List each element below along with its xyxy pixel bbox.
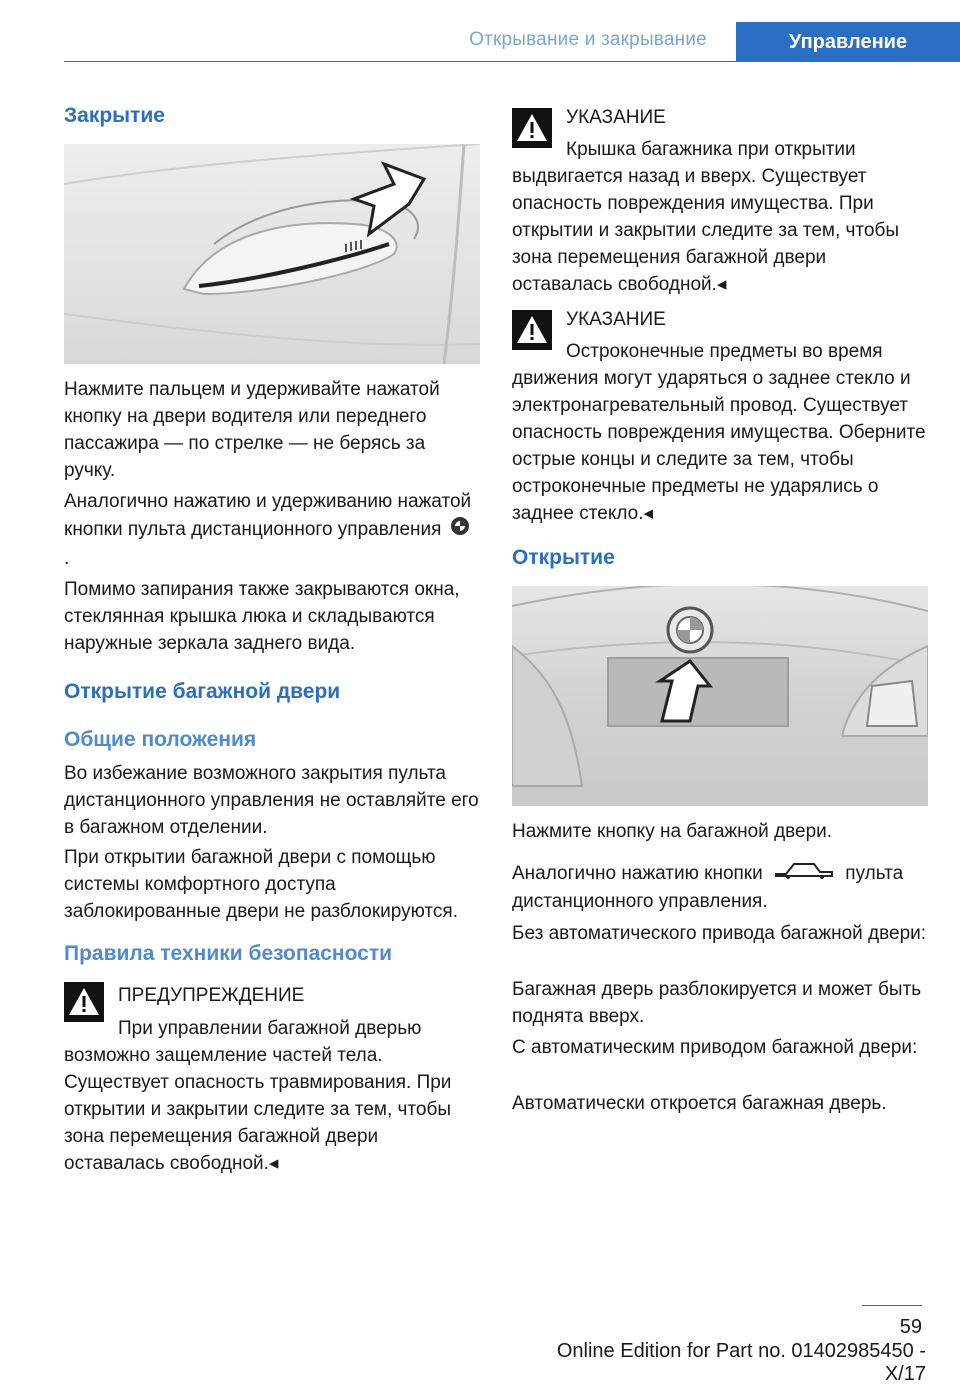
notice-title-1: УКАЗАНИЕ [566, 107, 666, 128]
notice-text-1: Крышка багажника при открытии выдвигается назад и вверх. Существует опасность повреждения имущества. При открытии и закрытии следите за тем, чтобы зона перемещения багажной двери оставалась свободной.◂ [512, 139, 900, 295]
paragraph-close-instruction: Нажмите пальцем и удерживайте нажатой кнопку на двери водителя или переднего пассажира — по стрелке — не берясь за ручку. [64, 379, 440, 481]
paragraph-unlock: Багажная дверь разблокируется и может быть поднята вверх. [512, 979, 922, 1027]
footer-edition: Online Edition for Part no. 01402985450 - X/17 [556, 1340, 926, 1385]
heading-safety: Правила техники безопасности [64, 942, 393, 965]
notice-title-2: УКАЗАНИЕ [566, 309, 666, 330]
heading-opening: Открытие [512, 546, 615, 569]
heading-trunk-opening: Открытие багажной двери [64, 680, 341, 703]
paragraph-close-extra: Помимо запирания также закрываются окна, стеклянная крышка люка и складываются наружные зеркала заднего вида. [64, 579, 460, 654]
paragraph-open-remote-pre: Аналогично нажатию кнопки [512, 863, 763, 885]
paragraph-close-remote [64, 488, 480, 572]
paragraph-auto-open: Автоматически откроется багажная дверь. [512, 1093, 887, 1114]
lock-key-icon [447, 515, 473, 545]
warning-text: При управлении багажной дверью возможно защемление частей тела. Существует опасность травмирования. При открытии и закрытии следите за тем, чтобы зона перемещения багажной двери оставалась свободной.◂ [64, 1018, 452, 1174]
paragraph-general-1: Во избежание возможного закрытия пульта дистанционного управления не оставляйте его в багажном отделении. [64, 763, 479, 838]
paragraph-no-auto: Без автоматического привода багажной двери: [512, 923, 927, 944]
warning-title: ПРЕДУПРЕЖДЕНИЕ [118, 985, 305, 1006]
paragraph-with-auto: С автоматическим приводом багажной двери: [512, 1037, 918, 1058]
paragraph-close-remote-end: . [64, 548, 70, 569]
heading-close: Закрытие [64, 104, 165, 127]
trunk-lid-illustration [512, 586, 928, 806]
paragraph-open-button: Нажмите кнопку на багажной двери. [512, 821, 833, 842]
notice-text-2: Остроконечные предметы во время движения могут ударяться о заднее стекло и электронагревательный провод. Существует опасность повреждения имущества. Оберните острые концы и следите за тем, чтобы остроконечные предметы не ударялись о заднее стекло.◂ [512, 341, 926, 524]
header-divider [64, 61, 960, 62]
paragraph-general-2: При открытии багажной двери с помощью системы комфортного доступа заблокированные двери не разблокируются. [64, 847, 458, 922]
paragraph-open-remote [512, 860, 928, 915]
paragraph-close-remote-text: Аналогично нажатию и удерживанию нажатой кнопки пульта дистанционного управления [64, 491, 472, 541]
door-handle-illustration [64, 144, 480, 364]
header-chapter-tab: Управление [736, 22, 960, 62]
header-section-title: Открывание и закрывание [469, 29, 707, 50]
page-number: 59 [899, 1316, 922, 1338]
heading-general: Общие положения [64, 728, 257, 751]
footer-divider [862, 1305, 922, 1306]
paragraph-open-remote-post: пульта дистанционного управления. [512, 863, 904, 912]
car-trunk-icon [774, 860, 834, 888]
